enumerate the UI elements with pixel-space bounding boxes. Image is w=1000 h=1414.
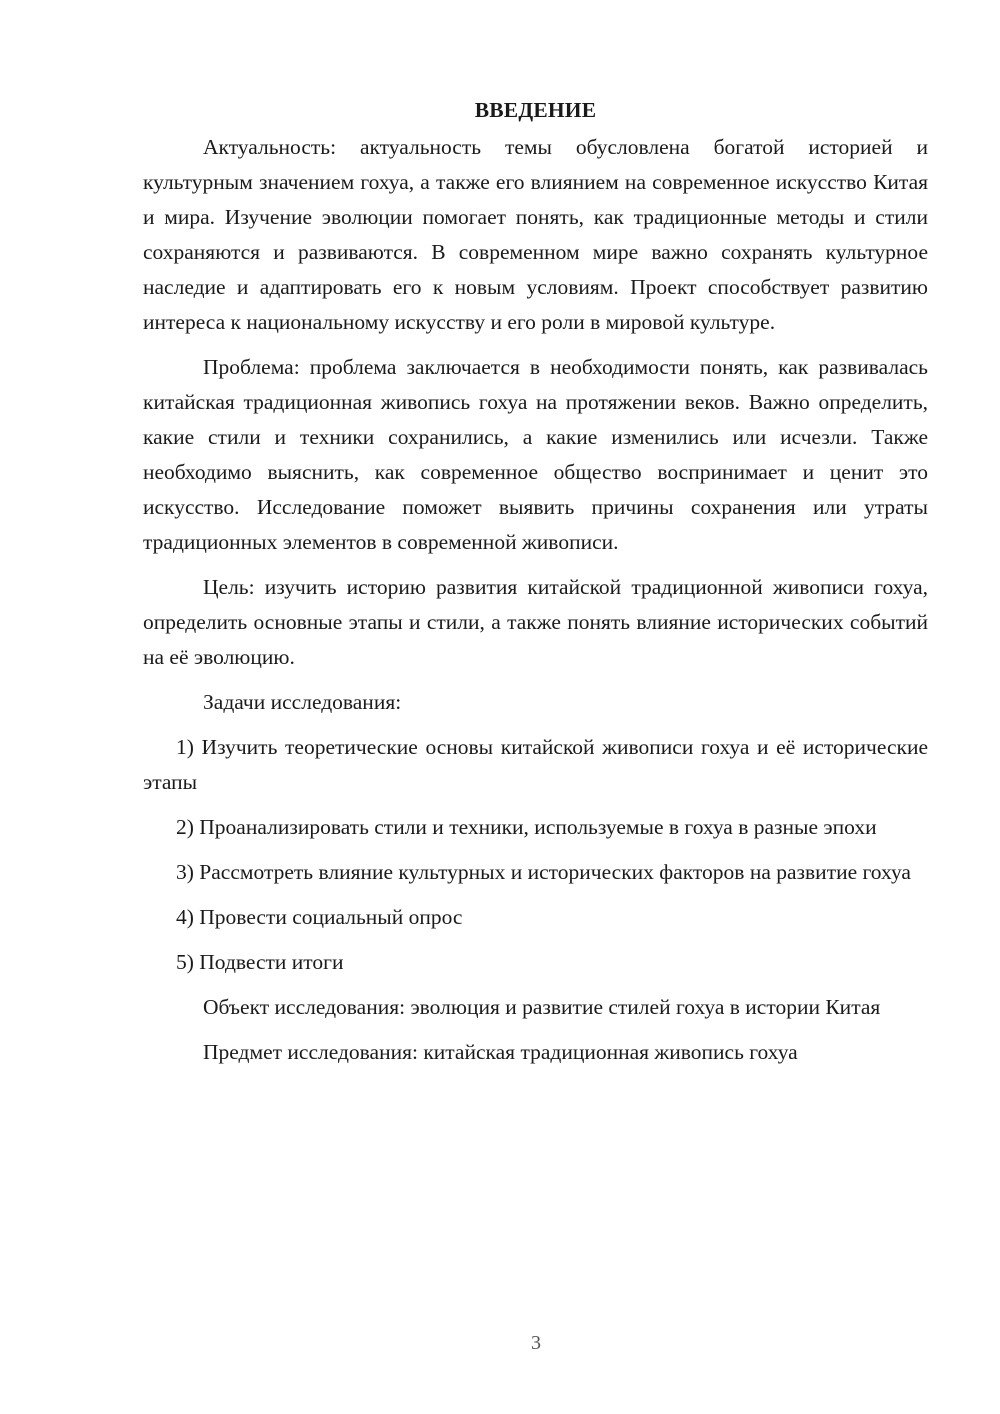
page-content: [143, 90, 928, 1070]
problem-paragraph: Проблема: проблема заключается в необходимости понять, как развивалась китайская традиционная живопись гохуа на протяжении веков. Важно определить, какие стили и техники сохранились, а какие изменились или исчезли. Также необходимо выяснить, как современное общество воспринимает и ценит это искусство. Исследование поможет выявить причины сохранения или утраты традиционных элементов в современной живописи.: [143, 355, 928, 554]
goal-paragraph: Цель: изучить историю развития китайской традиционной живописи гохуа, определить основные этапы и стили, а также понять влияние исторических событий на её эволюцию.: [143, 575, 928, 669]
relevance-paragraph: Актуальность: актуальность темы обусловлена богатой историей и культурным значением гохуа, а также его влиянием на современное искусство Китая и мира. Изучение эволюции помогает понять, как традиционные методы и стили сохраняются и развиваются. В современном мире важно сохранять культурное наследие и адаптировать его к новым условиям. Проект способствует развитию интереса к национальному искусству и его роли в мировой культуре.: [143, 135, 928, 334]
page-title: ВВЕДЕНИЕ: [474, 98, 597, 122]
page-number: 3: [531, 1332, 541, 1354]
tasks-list: [143, 730, 928, 980]
task-item-2: 2) Проанализировать стили и техники, используемые в гохуа в разные эпохи: [176, 815, 877, 839]
task-item-3: 3) Рассмотреть влияние культурных и исторических факторов на развитие гохуа: [176, 860, 911, 884]
subject-paragraph: Предмет исследования: китайская традиционная живопись гохуа: [203, 1040, 798, 1064]
tasks-heading: Задачи исследования:: [203, 690, 402, 714]
task-item-4: 4) Провести социальный опрос: [176, 905, 463, 929]
task-item-5: 5) Подвести итоги: [176, 950, 344, 974]
task-item-1: 1) Изучить теоретические основы китайской живописи гохуа и её исторические этапы: [143, 735, 928, 794]
object-paragraph: Объект исследования: эволюция и развитие стилей гохуа в истории Китая: [203, 995, 881, 1019]
